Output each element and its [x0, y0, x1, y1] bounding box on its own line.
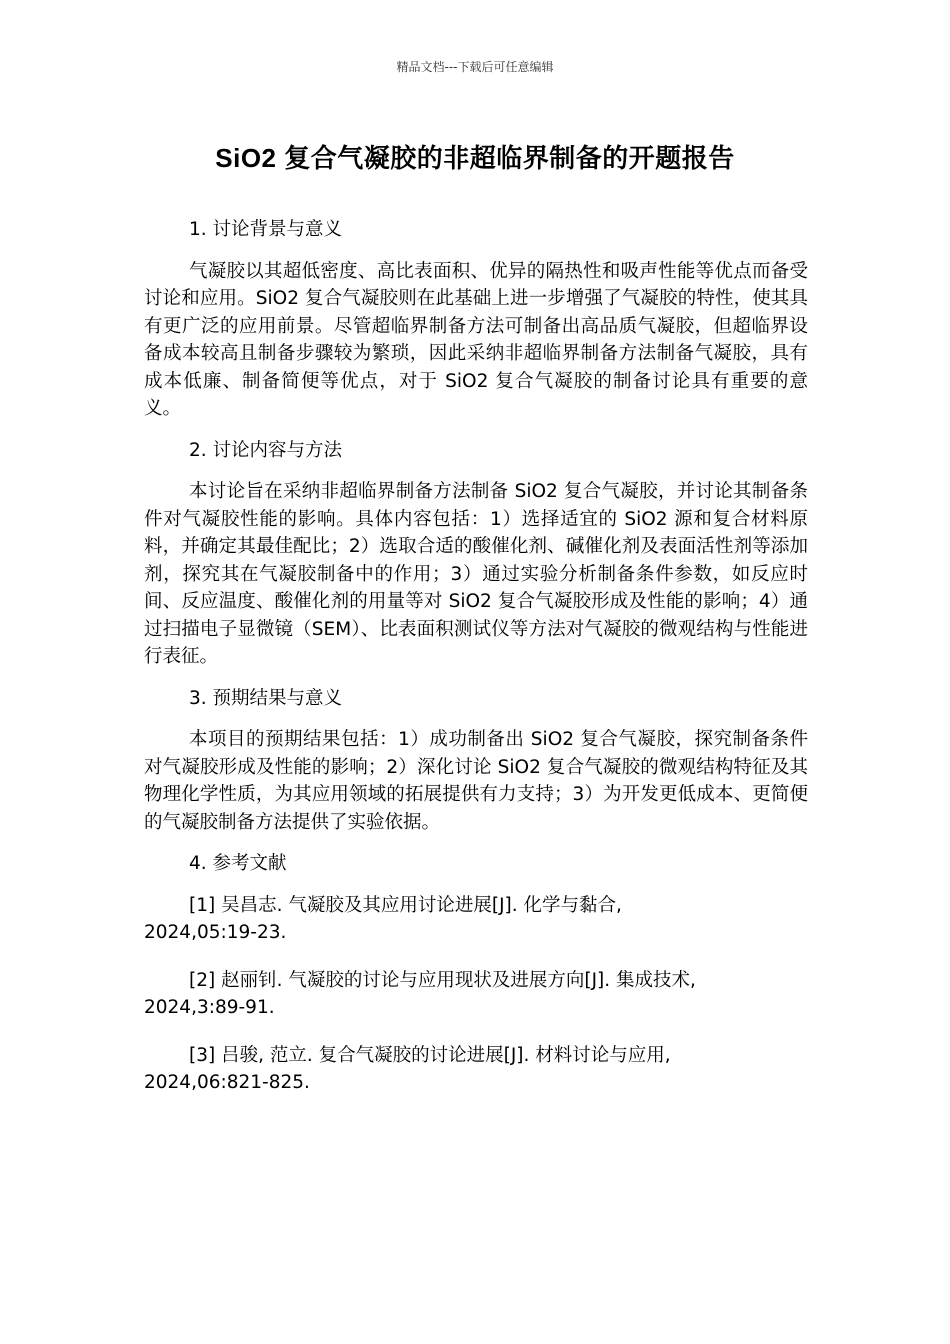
- section-paragraph-expected-results: 本项目的预期结果包括：1）成功制备出 SiO2 复合气凝胶，探究制备条件对气凝胶形成及性能的影响；2）深化讨论 SiO2 复合气凝胶的微观结构特征及其物理化学性质，为其应用领域的拓展提供有力支持；3）为开发更低成本、更简便的气凝胶制备方法提供了实验依据。: [144, 729, 808, 833]
- reference-line: 2024,06:821-825.: [144, 1072, 310, 1093]
- reference-line: [1] 吴昌志. 气凝胶及其应用讨论进展[J]. 化学与黏合,: [189, 894, 622, 916]
- reference-line: 2024,3:89-91.: [144, 997, 275, 1018]
- document-title: SiO2 复合气凝胶的非超临界制备的开题报告: [215, 143, 735, 173]
- page-header: 精品文档---下载后可任意编辑: [396, 60, 554, 74]
- section-paragraph-background: 气凝胶以其超低密度、高比表面积、优异的隔热性和吸声性能等优点而备受讨论和应用。SiO2 复合气凝胶则在此基础上进一步增强了气凝胶的特性，使其具有更广泛的应用前景。尽管超临界制备方法可制备出高品质气凝胶，但超临界设备成本较高且制备步骤较为繁琐，因此采纳非超临界制备方法制备气凝胶，具有成本低廉、制备简便等优点，对于 SiO2 复合气凝胶的制备讨论具有重要的意义。: [144, 260, 808, 419]
- section-heading-references: 4. 参考文献: [189, 853, 287, 874]
- reference-item: [144, 892, 808, 947]
- section-heading-content-method: 2. 讨论内容与方法: [189, 439, 343, 461]
- reference-item: [144, 967, 808, 1022]
- reference-item: [144, 1042, 808, 1097]
- reference-line: [3] 吕骏, 范立. 复合气凝胶的讨论进展[J]. 材料讨论与应用,: [189, 1044, 671, 1066]
- document-body: [144, 216, 808, 1117]
- reference-line: 2024,05:19-23.: [144, 922, 287, 943]
- section-heading-background: 1. 讨论背景与意义: [189, 219, 343, 240]
- section-paragraph-content-method: 本讨论旨在采纳非超临界制备方法制备 SiO2 复合气凝胶，并讨论其制备条件对气凝胶性能的影响。具体内容包括：1）选择适宜的 SiO2 源和复合材料原料，并确定其最佳配比；2）选取合适的酸催化剂、碱催化剂及表面活性剂等添加剂，探究其在气凝胶制备中的作用；3）通过实验分析制备条件参数，如反应时间、反应温度、酸催化剂的用量等对 SiO2 复合气凝胶形成及性能的影响；4）通过扫描电子显微镜（SEM）、比表面积测试仪等方法对气凝胶的微观结构与性能进行表征。: [144, 481, 808, 667]
- reference-line: [2] 赵丽钊. 气凝胶的讨论与应用现状及进展方向[J]. 集成技术,: [189, 969, 696, 991]
- section-heading-expected-results: 3. 预期结果与意义: [189, 687, 343, 709]
